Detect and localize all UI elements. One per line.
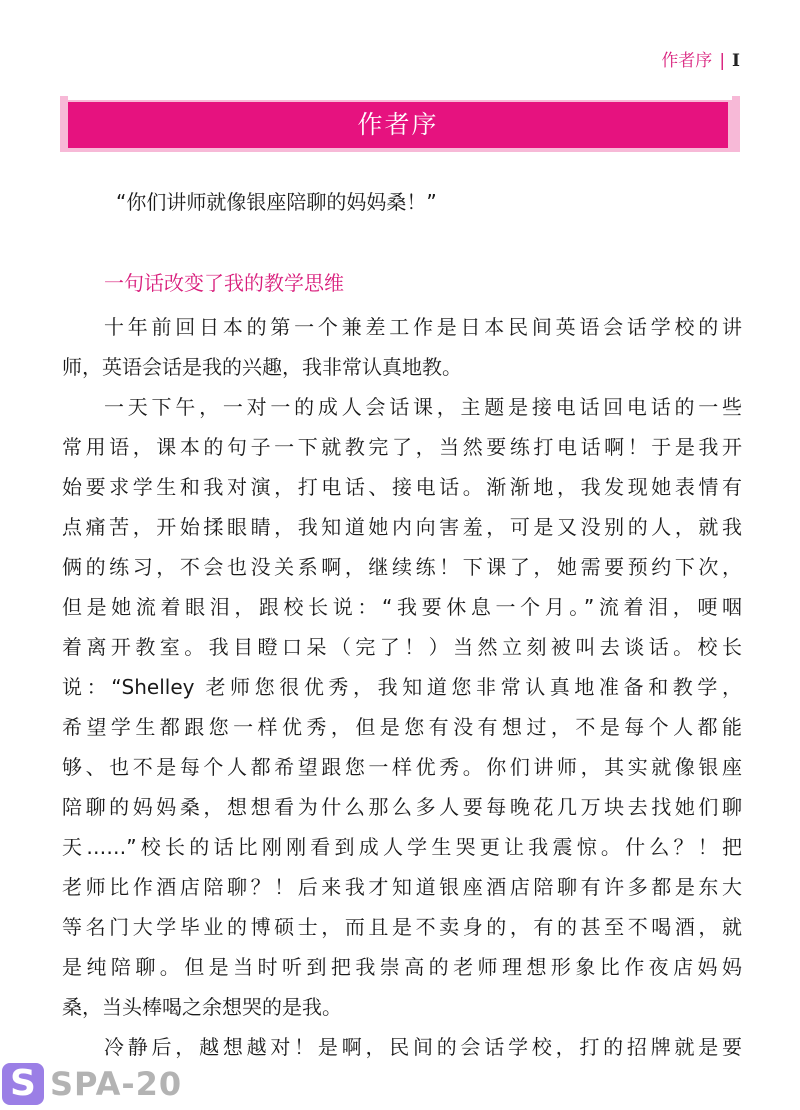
body-line: 师，英语会话是我的兴趣，我非常认真地教。 bbox=[62, 355, 462, 379]
body-line: 一天下午，一对一的成人会话课，主题是接电话回电话的一些 bbox=[104, 395, 742, 419]
logo-badge-icon: S bbox=[2, 1063, 44, 1105]
body-line: 桑，当头棒喝之余想哭的是我。 bbox=[62, 995, 342, 1019]
body-line: 希望学生都跟您一样优秀，但是您有没有想过，不是每个人都能 bbox=[62, 715, 742, 739]
body-line: 十年前回日本的第一个兼差工作是日本民间英语会话学校的讲 bbox=[104, 315, 742, 339]
running-head-separator: | bbox=[719, 51, 726, 71]
running-head bbox=[661, 50, 740, 72]
body-line: 够、也不是每个人都希望跟您一样优秀。你们讲师，其实就像银座 bbox=[62, 755, 742, 779]
running-head-title: 作者序 bbox=[661, 51, 713, 71]
chapter-title: 作者序 bbox=[357, 110, 439, 139]
page-number: I bbox=[732, 51, 740, 71]
body-line: 天……”校长的话比刚刚看到成人学生哭更让我震惊。什么？！把 bbox=[62, 835, 742, 859]
body-line: 说：“Shelley 老师您很优秀，我知道您非常认真地准备和教学， bbox=[62, 675, 742, 699]
epigraph-quote: “你们讲师就像银座陪聊的妈妈桑！” bbox=[116, 190, 437, 214]
body-line: 冷静后，越想越对！是啊，民间的会话学校，打的招牌就是要 bbox=[104, 1035, 742, 1059]
body-text bbox=[62, 307, 742, 1067]
logo-text: SPA-20 bbox=[50, 1065, 183, 1103]
body-line: 等名门大学毕业的博硕士，而且是不卖身的，有的甚至不喝酒，就 bbox=[62, 915, 742, 939]
body-line: 陪聊的妈妈桑，想想看为什么那么多人要每晚花几万块去找她们聊 bbox=[62, 795, 742, 819]
body-line: 俩的练习，不会也没关系啊，继续练！下课了，她需要预约下次， bbox=[62, 555, 742, 579]
body-line: 是纯陪聊。但是当时听到把我崇高的老师理想形象比作夜店妈妈 bbox=[62, 955, 742, 979]
body-line: 点痛苦，开始揉眼睛，我知道她内向害羞，可是又没别的人，就我 bbox=[62, 515, 742, 539]
body-line: 但是她流着眼泪，跟校长说：“我要休息一个月。”流着泪，哽咽 bbox=[62, 595, 742, 619]
watermark-logo bbox=[2, 1062, 182, 1106]
body-line: 老师比作酒店陪聊？！后来我才知道银座酒店陪聊有许多都是东大 bbox=[62, 875, 742, 899]
section-subheading: 一句话改变了我的教学思维 bbox=[104, 271, 344, 295]
body-line: 始要求学生和我对演，打电话、接电话。渐渐地，我发现她表情有 bbox=[62, 475, 742, 499]
body-line: 常用语，课本的句子一下就教完了，当然要练打电话啊！于是我开 bbox=[62, 435, 742, 459]
body-line: 着离开教室。我目瞪口呆（完了！）当然立刻被叫去谈话。校长 bbox=[62, 635, 742, 659]
